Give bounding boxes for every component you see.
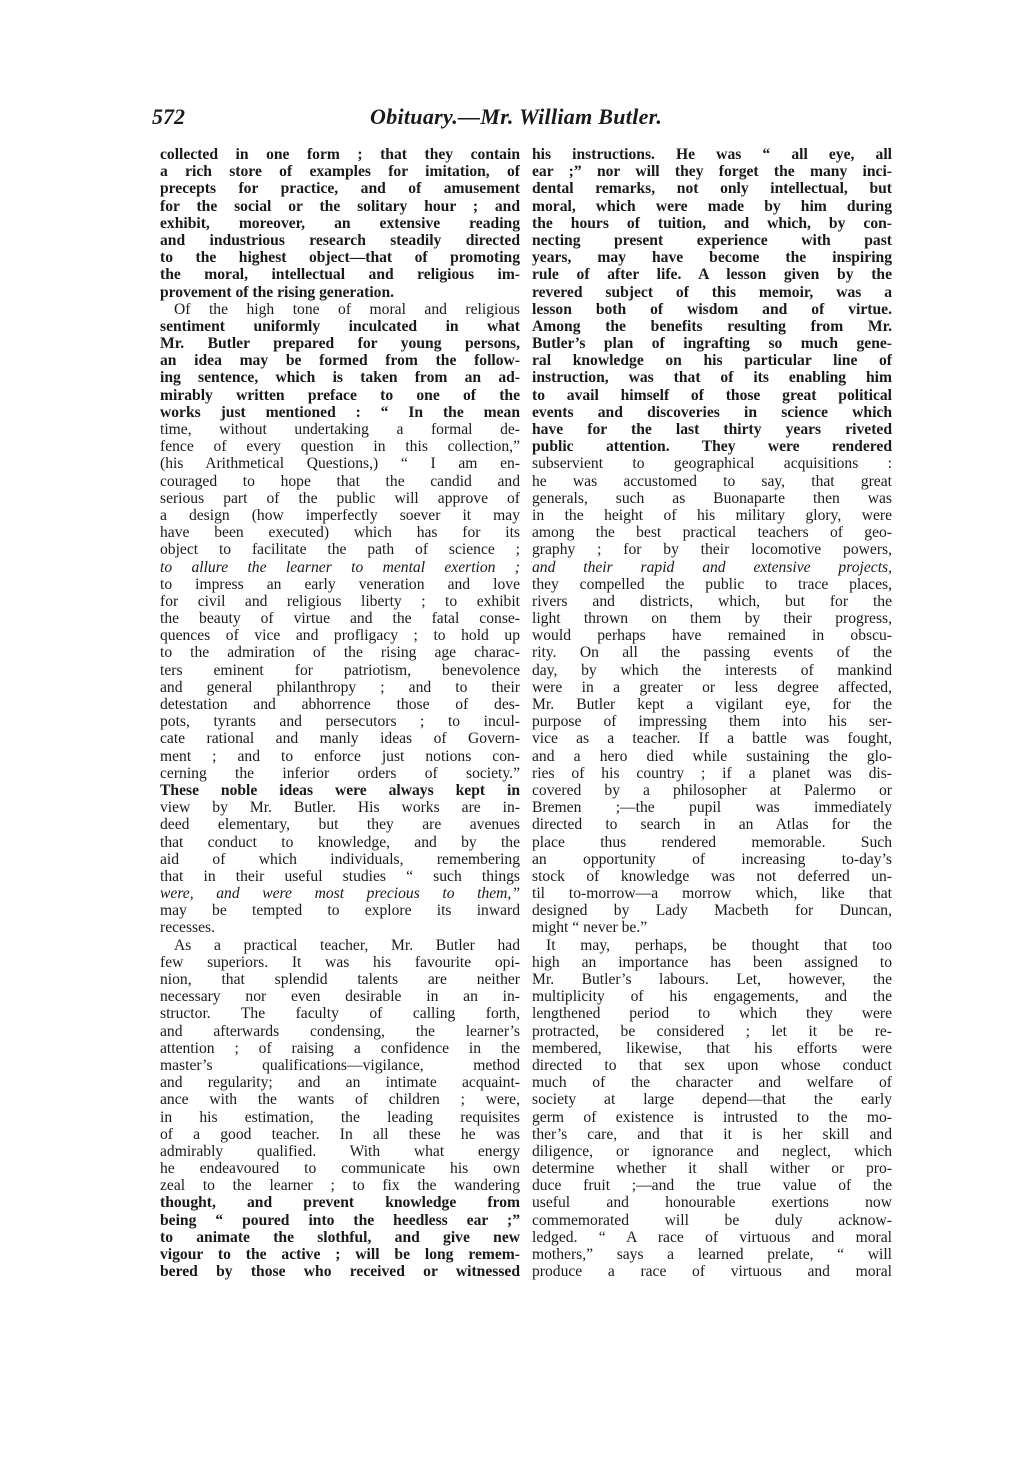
text-line: to the highest object—that of promoting — [160, 249, 520, 267]
text-line: provement of the rising generation. — [160, 283, 395, 301]
text-line: rivers and districts, which, but for the — [532, 592, 892, 610]
text-line: aid of which individuals, remembering — [160, 850, 520, 868]
text-line: fence of every question in this collection,” — [160, 438, 520, 456]
text-line: directed to that sex upon whose conduct — [532, 1056, 892, 1074]
text-line: would perhaps have remained in obscu- — [532, 627, 892, 645]
text-line: the beauty of virtue and the fatal conse- — [160, 610, 520, 628]
text-line: determine whether it shall wither or pro- — [532, 1160, 892, 1178]
text-line: an idea may be formed from the follow- — [160, 352, 520, 370]
text-line: events and discoveries in science which — [532, 403, 892, 421]
text-line: he endeavoured to communicate his own — [160, 1160, 520, 1178]
text-line: object to facilitate the path of science ; — [160, 541, 520, 559]
text-line: cerning the inferior orders of society.” — [160, 764, 520, 782]
text-line: couraged to hope that the candid and — [160, 472, 520, 490]
text-line: ther’s care, and that it is her skill and — [532, 1125, 892, 1143]
text-line: pots, tyrants and persecutors ; to incul- — [160, 713, 520, 731]
text-line: in the height of his military glory, were — [532, 506, 892, 524]
text-line: Mr. Butler kept a vigilant eye, for the — [532, 696, 892, 713]
text-line: master’s qualifications—vigilance, method — [160, 1056, 520, 1074]
text-line: were in a greater or less degree affected, — [532, 678, 892, 696]
text-line: for the social or the solitary hour ; and — [160, 197, 520, 215]
text-line: to avail himself of those great political — [532, 386, 892, 404]
text-line: a design (how imperfectly soever it may — [160, 506, 520, 524]
text-line: society at large depend—that the early — [532, 1091, 892, 1109]
text-line: light thrown on them by their progress, — [532, 610, 892, 628]
text-line: were, and were most precious to them,” — [160, 885, 520, 903]
right-text-column — [532, 146, 892, 1280]
text-line: the moral, intellectual and religious im- — [160, 266, 520, 284]
page-number: 572 — [152, 104, 185, 129]
text-line: produce a race of virtuous and moral — [532, 1263, 892, 1281]
text-line: Mr. Butler’s labours. Let, however, the — [532, 971, 892, 988]
text-line: protracted, be considered ; let it be re- — [532, 1022, 892, 1040]
text-line: thought, and prevent knowledge from — [160, 1194, 520, 1212]
text-line: may be tempted to explore its inward — [160, 902, 520, 920]
text-line: among the best practical teachers of geo- — [532, 524, 892, 542]
text-line: instruction, was that of its enabling him — [532, 369, 892, 387]
text-line: exhibit, moreover, an extensive reading — [160, 214, 520, 232]
text-line: membered, likewise, that his efforts were — [532, 1039, 892, 1057]
text-line: revered subject of this memoir, was a — [532, 283, 892, 301]
text-line: Mr. Butler prepared for young persons, — [160, 335, 520, 353]
text-line: detestation and abhorrence those of des- — [160, 696, 520, 713]
text-line: mirably written preface to one of the — [160, 386, 520, 404]
text-line: an opportunity of increasing to-day’s — [532, 850, 892, 868]
text-line: graphy ; for by their locomotive powers, — [532, 541, 892, 559]
text-line: have been executed) which has for its — [160, 524, 520, 542]
text-line: collected in one form ; that they contain — [160, 146, 520, 163]
text-line: Butler’s plan of ingrafting so much gene- — [532, 335, 892, 353]
text-line: and afterwards condensing, the learner’s — [160, 1022, 520, 1040]
text-line: It may, perhaps, be thought that too — [546, 936, 892, 954]
text-line: time, without undertaking a formal de- — [160, 421, 520, 438]
text-line: to allure the learner to mental exertion ; — [160, 558, 520, 576]
text-line: ing sentence, which is taken from an ad- — [160, 369, 520, 387]
text-line: bered by those who received or witnessed — [160, 1263, 520, 1281]
text-line: works just mentioned : “ In the mean — [160, 403, 520, 421]
text-line: Among the benefits resulting from Mr. — [532, 317, 892, 335]
text-line: quences of vice and profligacy ; to hold up — [160, 627, 520, 645]
text-line: precepts for practice, and of amusement — [160, 180, 520, 198]
text-line: subservient to geographical acquisitions : — [532, 455, 892, 473]
text-line: to impress an early veneration and love — [160, 575, 520, 593]
text-line: they compelled the public to trace places, — [532, 575, 892, 593]
text-line: public attention. They were rendered — [532, 438, 892, 456]
text-line: germ of existence is intrusted to the mo- — [532, 1108, 892, 1126]
text-line: in his estimation, the leading requisites — [160, 1108, 520, 1126]
text-line: for civil and religious liberty ; to exhibit — [160, 592, 520, 610]
text-line: serious part of the public will approve of — [160, 489, 520, 507]
text-line: have for the last thirty years riveted — [532, 421, 892, 438]
text-line: rule of after life. A lesson given by the — [532, 266, 892, 284]
text-line: mothers,” says a learned prelate, “ will — [532, 1246, 892, 1263]
text-line: vice as a teacher. If a battle was fought, — [532, 730, 892, 748]
text-line: These noble ideas were always kept in — [160, 781, 520, 799]
text-line: that conduct to knowledge, and by the — [160, 833, 520, 851]
text-line: ance with the wants of children ; were, — [160, 1091, 520, 1109]
text-line: vigour to the active ; will be long remem- — [160, 1246, 520, 1263]
text-line: deed elementary, but they are avenues — [160, 816, 520, 834]
text-line: rity. On all the passing events of the — [532, 644, 892, 662]
text-line: purpose of impressing them into his ser- — [532, 713, 892, 731]
text-line: necessary nor even desirable in an in- — [160, 988, 520, 1006]
text-line: view by Mr. Butler. His works are in- — [160, 799, 520, 817]
text-line: duce fruit ;—and the true value of the — [532, 1177, 892, 1195]
text-line: and industrious research steadily directed — [160, 231, 520, 249]
text-line: and their rapid and extensive projects, — [532, 558, 892, 576]
text-line: being “ poured into the heedless ear ;” — [160, 1211, 520, 1229]
text-line: Of the high tone of moral and religious — [174, 300, 520, 318]
text-line: dental remarks, not only intellectual, but — [532, 180, 892, 198]
text-line: ters eminent for patriotism, benevolence — [160, 661, 520, 679]
text-line: ear ;” nor will they forget the many inci- — [532, 163, 892, 181]
text-line: generals, such as Buonaparte then was — [532, 489, 892, 507]
text-line: ral knowledge on his particular line of — [532, 352, 892, 370]
text-line: multiplicity of his engagements, and the — [532, 988, 892, 1006]
left-text-column — [160, 146, 520, 1280]
text-line: to the admiration of the rising age charac- — [160, 644, 520, 662]
text-line: directed to search in an Atlas for the — [532, 816, 892, 834]
text-line: high an importance has been assigned to — [532, 953, 892, 971]
text-line: ment ; and to enforce just notions con- — [160, 747, 520, 765]
text-line: place thus rendered memorable. Such — [532, 833, 892, 851]
text-line: Bremen ;—the pupil was immediately — [532, 799, 892, 817]
text-line: stock of knowledge was not deferred un- — [532, 867, 892, 885]
text-line: that in their useful studies “ such things — [160, 867, 520, 885]
text-line: diligence, or ignorance and neglect, which — [532, 1142, 892, 1160]
text-line: lesson both of wisdom and of virtue. — [532, 300, 892, 318]
text-line: useful and honourable exertions now — [532, 1194, 892, 1212]
text-line: ries of his country ; if a planet was dis- — [532, 764, 892, 782]
text-line: and general philanthropy ; and to their — [160, 678, 520, 696]
text-line: nion, that splendid talents are neither — [160, 971, 520, 988]
text-line: much of the character and welfare of — [532, 1074, 892, 1092]
text-line: and a hero died while sustaining the glo- — [532, 747, 892, 765]
text-line: (his Arithmetical Questions,) “ I am en- — [160, 455, 520, 473]
text-line: few superiors. It was his favourite opi- — [160, 953, 520, 971]
text-line: til to-morrow—a morrow which, like that — [532, 885, 892, 903]
text-line: commemorated will be duly acknow- — [532, 1211, 892, 1229]
text-line: he was accustomed to say, that great — [532, 472, 892, 490]
text-line: As a practical teacher, Mr. Butler had — [174, 936, 520, 954]
text-line: covered by a philosopher at Palermo or — [532, 781, 892, 799]
page-header — [152, 104, 892, 136]
text-line: day, by which the interests of mankind — [532, 661, 892, 679]
text-line: zeal to the learner ; to fix the wandering — [160, 1177, 520, 1195]
text-line: of a good teacher. In all these he was — [160, 1125, 520, 1143]
text-line: cate rational and manly ideas of Govern- — [160, 730, 520, 748]
text-line: to animate the slothful, and give new — [160, 1228, 520, 1246]
text-line: structor. The faculty of calling forth, — [160, 1005, 520, 1023]
text-line: sentiment uniformly inculcated in what — [160, 317, 520, 335]
text-line: and regularity; and an intimate acquaint- — [160, 1074, 520, 1092]
text-line: a rich store of examples for imitation, of — [160, 163, 520, 181]
text-line: his instructions. He was “ all eye, all — [532, 146, 892, 163]
text-line: moral, which were made by him during — [532, 197, 892, 215]
text-line: ledged. “ A race of virtuous and moral — [532, 1228, 892, 1246]
text-line: might “ never be.” — [532, 919, 648, 937]
text-line: recesses. — [160, 919, 215, 937]
running-title: Obituary.—Mr. William Butler. — [370, 104, 663, 129]
text-line: designed by Lady Macbeth for Duncan, — [532, 902, 892, 920]
text-line: the hours of tuition, and which, by con- — [532, 214, 892, 232]
text-line: admirably qualified. With what energy — [160, 1142, 520, 1160]
text-line: necting present experience with past — [532, 231, 892, 249]
text-line: lengthened period to which they were — [532, 1005, 892, 1023]
text-line: years, may have become the inspiring — [532, 249, 892, 267]
text-line: attention ; of raising a confidence in the — [160, 1039, 520, 1057]
